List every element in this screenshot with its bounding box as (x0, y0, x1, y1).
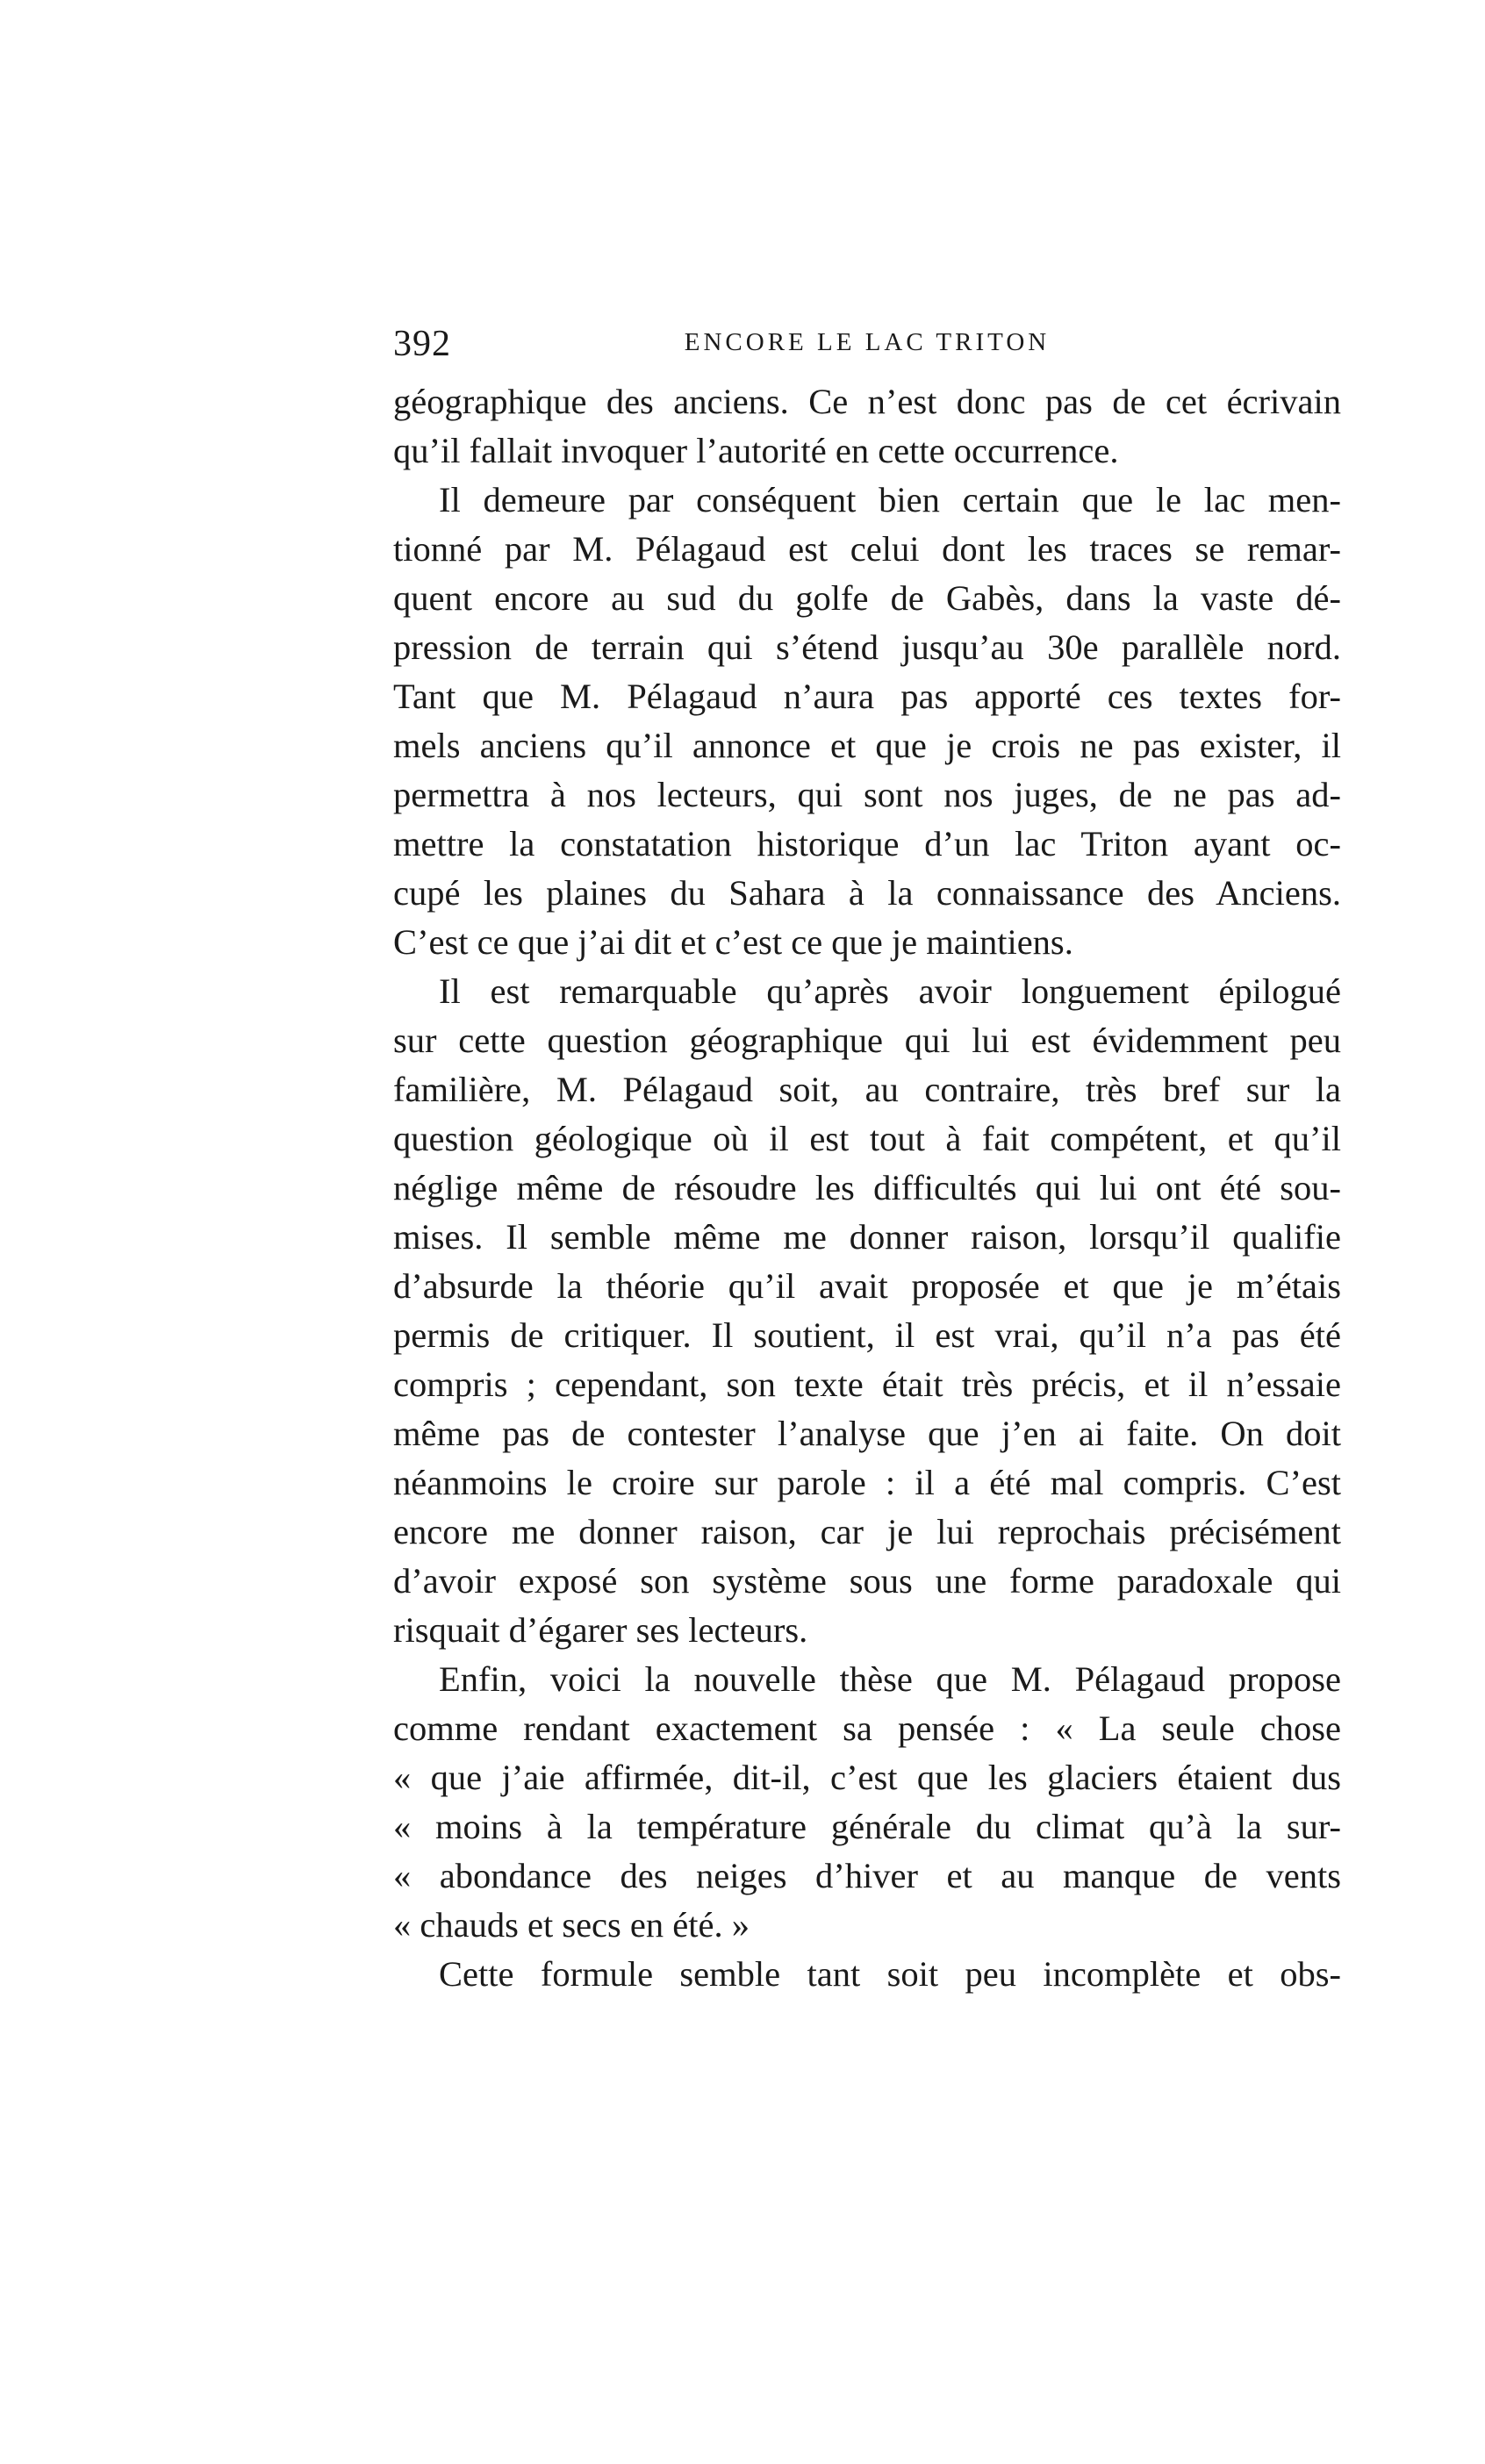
running-title: ENCORE LE LAC TRITON (684, 328, 1051, 356)
text-line: d’avoir exposé son système sous une forme paradoxale qui (393, 1561, 1341, 1601)
text-line: même pas de contester l’analyse que j’en ai faite. On doit (393, 1414, 1341, 1453)
text-line: « chauds et secs en été. » (393, 1905, 750, 1945)
text-line: « que j’aie affirmée, dit-il, c’est que les glaciers étaient dus (393, 1758, 1341, 1797)
text-line: Tant que M. Pélagaud n’aura pas apporté ces textes for- (393, 677, 1341, 716)
text-line: géographique des anciens. Ce n’est donc pas de cet écrivain (393, 382, 1341, 421)
text-line: Cette formule semble tant soit peu incomplète et obs- (439, 1954, 1341, 1994)
text-line: cupé les plaines du Sahara à la connaissance des Anciens. (393, 873, 1341, 913)
text-line: pression de terrain qui s’étend jusqu’au 30e parallèle nord. (393, 627, 1341, 667)
text-line: permis de critiquer. Il soutient, il est vrai, qu’il n’a pas été (393, 1315, 1341, 1355)
text-line: néanmoins le croire sur parole : il a été mal compris. C’est (393, 1463, 1341, 1502)
text-line: comme rendant exactement sa pensée : « La seule chose (393, 1708, 1341, 1748)
text-line: Enfin, voici la nouvelle thèse que M. Pélagaud propose (439, 1659, 1341, 1699)
body-text (393, 377, 1341, 1999)
text-line: qu’il fallait invoquer l’autorité en cette occurrence. (393, 431, 1119, 470)
text-line: risquait d’égarer ses lecteurs. (393, 1610, 808, 1650)
text-line: Il demeure par conséquent bien certain que le lac men- (439, 480, 1341, 519)
text-line: mises. Il semble même me donner raison, lorsqu’il qualifie (393, 1217, 1341, 1257)
text-line: mels anciens qu’il annonce et que je crois ne pas exister, il (393, 726, 1341, 765)
text-line: tionné par M. Pélagaud est celui dont les traces se remar- (393, 529, 1341, 569)
running-head (393, 323, 1341, 376)
text-line: néglige même de résoudre les difficultés qui lui ont été sou- (393, 1168, 1341, 1207)
text-line: encore me donner raison, car je lui reprochais précisément (393, 1512, 1341, 1551)
page-number: 392 (393, 324, 451, 364)
text-line: question géologique où il est tout à fait compétent, et qu’il (393, 1119, 1341, 1158)
text-line: quent encore au sud du golfe de Gabès, dans la vaste dé- (393, 578, 1341, 618)
text-line: « moins à la température générale du climat qu’à la sur- (393, 1807, 1341, 1846)
text-line: familière, M. Pélagaud soit, au contraire, très bref sur la (393, 1070, 1341, 1109)
text-line: mettre la constatation historique d’un lac Triton ayant oc- (393, 824, 1341, 863)
text-line: Il est remarquable qu’après avoir longuement épilogué (439, 971, 1341, 1011)
text-line: d’absurde la théorie qu’il avait proposée et que je m’étais (393, 1266, 1341, 1306)
text-line: « abondance des neiges d’hiver et au manque de vents (393, 1856, 1341, 1895)
text-line: permettra à nos lecteurs, qui sont nos juges, de ne pas ad- (393, 775, 1341, 814)
text-line: sur cette question géographique qui lui est évidemment peu (393, 1021, 1341, 1060)
text-line: C’est ce que j’ai dit et c’est ce que je maintiens. (393, 922, 1073, 962)
text-line: compris ; cependant, son texte était très précis, et il n’essaie (393, 1365, 1341, 1404)
